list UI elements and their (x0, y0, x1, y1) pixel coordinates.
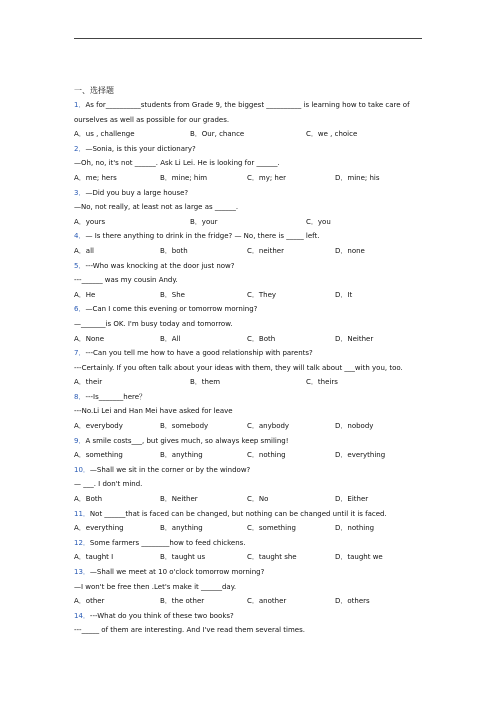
question-text: Some farmers ________how to feed chickens. (89, 538, 246, 547)
question-number: 7． (74, 349, 86, 358)
answer-option[interactable]: D．others (335, 597, 370, 606)
options-row (74, 492, 430, 507)
question-text: —_______is OK. I'm busy today and tomorrow. (74, 319, 233, 328)
question-text: ---_____ of them are interesting. And I've read them several times. (74, 626, 305, 635)
answer-option[interactable]: B．mine; him (160, 173, 208, 182)
question-text: —Sonia, is this your dictionary? (85, 144, 196, 153)
answer-option[interactable]: D．It (335, 290, 353, 299)
question-line (74, 609, 430, 624)
question-line (74, 580, 430, 595)
question-number: 3． (74, 188, 86, 197)
question-line (74, 186, 430, 201)
question-number: 5． (74, 261, 86, 270)
answer-option[interactable]: B．anything (160, 451, 203, 460)
options-row (74, 288, 430, 303)
answer-option[interactable]: B．your (190, 217, 218, 226)
answer-option[interactable]: B．anything (160, 524, 203, 533)
question-number: 8． (74, 392, 86, 401)
answer-option[interactable]: C．Both (247, 334, 276, 343)
question-number: 11． (74, 509, 90, 518)
question-line (74, 477, 430, 492)
section-title: 一、选择题 (74, 86, 114, 95)
question-line (74, 390, 430, 405)
answer-option[interactable]: A．None (74, 334, 105, 343)
answer-option[interactable]: A．us , challenge (74, 130, 135, 139)
question-list (74, 84, 430, 638)
answer-option[interactable]: A．other (74, 597, 105, 606)
answer-option[interactable]: D．Neither (335, 334, 374, 343)
answer-option[interactable]: A．something (74, 451, 123, 460)
question-text: ---Is_______here？ (85, 392, 147, 401)
answer-option[interactable]: A．everything (74, 524, 124, 533)
answer-option[interactable]: C．you (306, 217, 331, 226)
question-number: 1． (74, 101, 86, 109)
options-row (74, 375, 430, 390)
answer-option[interactable]: A．everybody (74, 422, 123, 431)
answer-option[interactable]: C．nothing (247, 451, 286, 460)
question-line (74, 229, 430, 244)
question-number: 12． (74, 538, 90, 547)
answer-option[interactable]: C．anybody (247, 422, 290, 431)
question-line (74, 507, 430, 522)
options-row (74, 244, 430, 259)
question-text: — ___. I don't mind. (74, 480, 143, 489)
answer-option[interactable]: B．them (190, 378, 221, 387)
question-text: ---Who was knocking at the door just now? (85, 261, 235, 270)
question-line (74, 200, 430, 215)
question-line (74, 361, 430, 376)
options-row (74, 215, 430, 230)
question-number: 13． (74, 568, 90, 576)
answer-option[interactable]: B．both (160, 246, 188, 255)
answer-option[interactable]: A．all (74, 246, 94, 255)
question-line (74, 536, 430, 551)
question-line (74, 565, 430, 580)
answer-option[interactable]: B．somebody (160, 422, 209, 431)
options-row (74, 448, 430, 463)
answer-option[interactable]: C．another (247, 597, 287, 606)
question-text: — Is there anything to drink in the fridge? — No, there is _____ left. (85, 232, 320, 241)
question-text: ---What do you think of these two books? (89, 611, 234, 620)
answer-option[interactable]: D．nobody (335, 422, 374, 431)
question-line (74, 346, 430, 361)
question-text: As for__________students from Grade 9, the biggest __________ is learning how to take care of ourselves as well as possible for our grades. (74, 101, 410, 124)
question-text: —Oh, no, it's not ______. Ask Li Lei. He is looking for ______. (74, 159, 280, 168)
answer-option[interactable]: C．my; her (247, 173, 287, 182)
answer-option[interactable]: D．taught we (335, 553, 383, 562)
question-text: —Shall we meet at 10 o'clock tomorrow morning? (89, 568, 265, 576)
question-line (74, 142, 430, 157)
answer-option[interactable]: D．mine; his (335, 173, 380, 182)
answer-option[interactable]: A．yours (74, 217, 106, 226)
answer-option[interactable]: A．taught I (74, 553, 114, 562)
question-line (74, 98, 430, 127)
question-text: —Shall we sit in the corner or by the window? (89, 465, 251, 474)
question-line (74, 404, 430, 419)
question-text: —I won't be free then .Let's make it ______day. (74, 582, 237, 591)
question-number: 14． (74, 611, 90, 620)
question-text: ---No.Li Lei and Han Mei have asked for leave (74, 407, 233, 416)
question-line (74, 317, 430, 332)
options-row (74, 332, 430, 347)
answer-option[interactable]: B．Neither (160, 495, 198, 504)
answer-option[interactable]: D．Either (335, 495, 369, 504)
answer-option[interactable]: C．taught she (247, 553, 297, 562)
answer-option[interactable]: D．none (335, 246, 365, 255)
options-row (74, 550, 430, 565)
header-rule (74, 38, 422, 39)
question-text: A smile costs___, but gives much, so always keep smiling! (85, 436, 289, 445)
answer-option[interactable]: B．Our, chance (190, 130, 245, 139)
answer-option[interactable]: C．something (247, 524, 296, 533)
question-number: 6． (74, 305, 86, 314)
answer-option[interactable]: B．She (160, 290, 185, 299)
question-text: ---Can you tell me how to have a good relationship with parents? (85, 349, 313, 358)
answer-option[interactable]: D．nothing (335, 524, 375, 533)
question-text: —Did you buy a large house? (85, 188, 189, 197)
question-line (74, 623, 430, 638)
question-line (74, 156, 430, 171)
question-line (74, 302, 430, 317)
question-text: —No, not really, at least not as large as ______. (74, 203, 239, 212)
answer-option[interactable]: C．we , choice (306, 130, 358, 139)
answer-option[interactable]: C．theirs (306, 378, 338, 387)
question-text: Not ______that is faced can be changed, but nothing can be changed until it is faced. (89, 509, 387, 518)
question-number: 9． (74, 436, 86, 445)
question-text: ---______ was my cousin Andy. (74, 276, 178, 285)
question-line (74, 463, 430, 478)
answer-option[interactable]: A．He (74, 290, 96, 299)
answer-option[interactable]: B．taught us (160, 553, 206, 562)
options-row (74, 521, 430, 536)
question-number: 4． (74, 232, 86, 241)
options-row (74, 419, 430, 434)
options-row (74, 594, 430, 609)
answer-option[interactable]: C．They (247, 290, 277, 299)
question-text: —Can I come this evening or tomorrow morning? (85, 305, 258, 314)
question-line (74, 434, 430, 449)
question-line (74, 273, 430, 288)
answer-option[interactable]: A．me; hers (74, 173, 117, 182)
answer-option[interactable]: C．neither (247, 246, 284, 255)
options-row (74, 171, 430, 186)
answer-option[interactable]: D．everything (335, 451, 386, 460)
question-number: 2． (74, 144, 86, 153)
question-number: 10． (74, 465, 90, 474)
answer-option[interactable]: B．the other (160, 597, 205, 606)
question-text: ---Certainly. If you often talk about your ideas with them, they will talk about ___with you, too. (74, 363, 403, 372)
options-row (74, 127, 430, 142)
answer-option[interactable]: C．No (247, 495, 269, 504)
answer-option[interactable]: A．Both (74, 495, 103, 504)
answer-option[interactable]: A．their (74, 378, 103, 387)
question-line (74, 259, 430, 274)
answer-option[interactable]: B．All (160, 334, 181, 343)
